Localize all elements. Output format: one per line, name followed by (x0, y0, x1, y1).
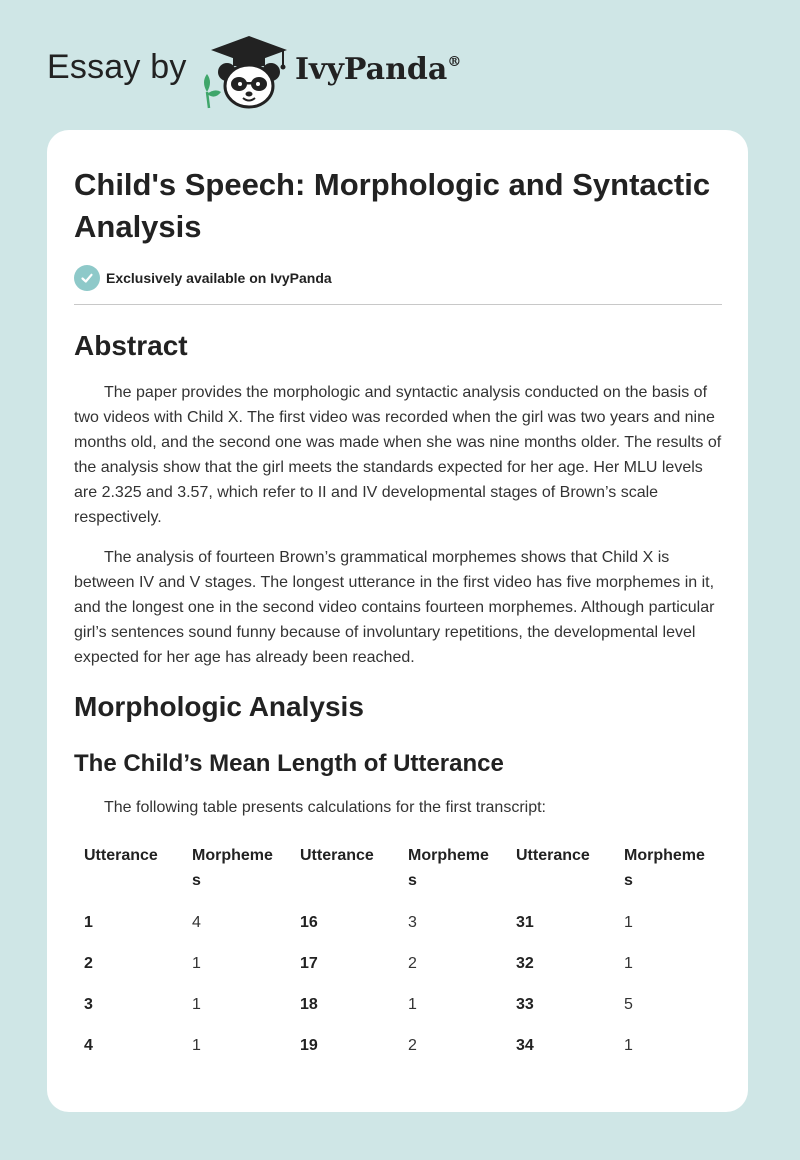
col-header: Morphemes (192, 847, 273, 889)
exclusive-badge (74, 265, 722, 291)
table-row (74, 1025, 722, 1066)
utterance-cell: 2 (84, 955, 93, 972)
panda-graduate-logo-icon[interactable] (197, 34, 293, 112)
table-row (74, 943, 722, 984)
morphemes-cell: 1 (408, 996, 417, 1013)
table-row (74, 984, 722, 1025)
registered-mark: ® (447, 54, 462, 70)
morphemes-cell: 1 (192, 1037, 201, 1054)
utterance-cell: 17 (300, 955, 318, 972)
morphemes-cell: 1 (624, 1037, 633, 1054)
col-header: Morphemes (624, 847, 705, 889)
brand-name[interactable]: IvyPanda® (295, 52, 462, 87)
utterance-cell: 34 (516, 1037, 534, 1054)
morphemes-cell: 2 (408, 955, 417, 972)
essay-card (47, 130, 748, 1112)
morphemes-cell: 1 (192, 955, 201, 972)
utterance-cell: 19 (300, 1037, 318, 1054)
abstract-paragraph-1: The paper provides the morphologic and syntactic analysis conducted on the basis of two videos with Child X. The first video was recorded when the girl was two years and nine months old, and the second one was made when she was nine months older. The results of the analysis show that the girl meets the standards expected for her age. Her MLU levels are 2.325 and 3.57, which refer to II and IV developmental stages of Brown’s scale respectively. (74, 384, 722, 526)
morphemes-cell: 5 (624, 996, 633, 1013)
utterance-cell: 33 (516, 996, 534, 1013)
mlu-table (74, 838, 722, 1066)
morphemes-cell: 3 (408, 914, 417, 931)
morphemes-cell: 2 (408, 1037, 417, 1054)
abstract-heading: Abstract (74, 330, 188, 361)
page-title: Child's Speech: Morphologic and Syntactic Analysis (74, 167, 711, 244)
morphemes-cell: 1 (192, 996, 201, 1013)
morphologic-heading: Morphologic Analysis (74, 691, 364, 722)
col-header: Utterance (84, 847, 158, 864)
table-row (74, 902, 722, 943)
utterance-cell: 4 (84, 1037, 93, 1054)
utterance-cell: 32 (516, 955, 534, 972)
site-header (47, 34, 507, 114)
badge-text: Exclusively available on IvyPanda (106, 270, 332, 286)
mlu-subheading: The Child’s Mean Length of Utterance (74, 750, 504, 777)
title-divider (74, 304, 722, 305)
abstract-paragraph-2: The analysis of fourteen Brown’s grammatical morphemes shows that Child X is between IV and V stages. The longest utterance in the first video has five morphemes in it, and the longest one in the second video contains fourteen morphemes. Although particular girl’s sentences sound funny because of involuntary repetitions, the developmental level expected for her age has already been reached. (74, 549, 715, 666)
table-header-row (74, 838, 722, 902)
table-intro: The following table presents calculations for the first transcript: (104, 799, 546, 816)
morphemes-cell: 4 (192, 914, 201, 931)
brand-prefix: Essay by (47, 48, 187, 86)
col-header: Morphemes (408, 847, 489, 889)
utterance-cell: 18 (300, 996, 318, 1013)
col-header: Utterance (300, 847, 374, 864)
utterance-cell: 1 (84, 914, 93, 931)
check-circle-icon (74, 265, 100, 291)
utterance-cell: 16 (300, 914, 318, 931)
utterance-cell: 3 (84, 996, 93, 1013)
utterance-cell: 31 (516, 914, 534, 931)
col-header: Utterance (516, 847, 590, 864)
morphemes-cell: 1 (624, 914, 633, 931)
morphemes-cell: 1 (624, 955, 633, 972)
